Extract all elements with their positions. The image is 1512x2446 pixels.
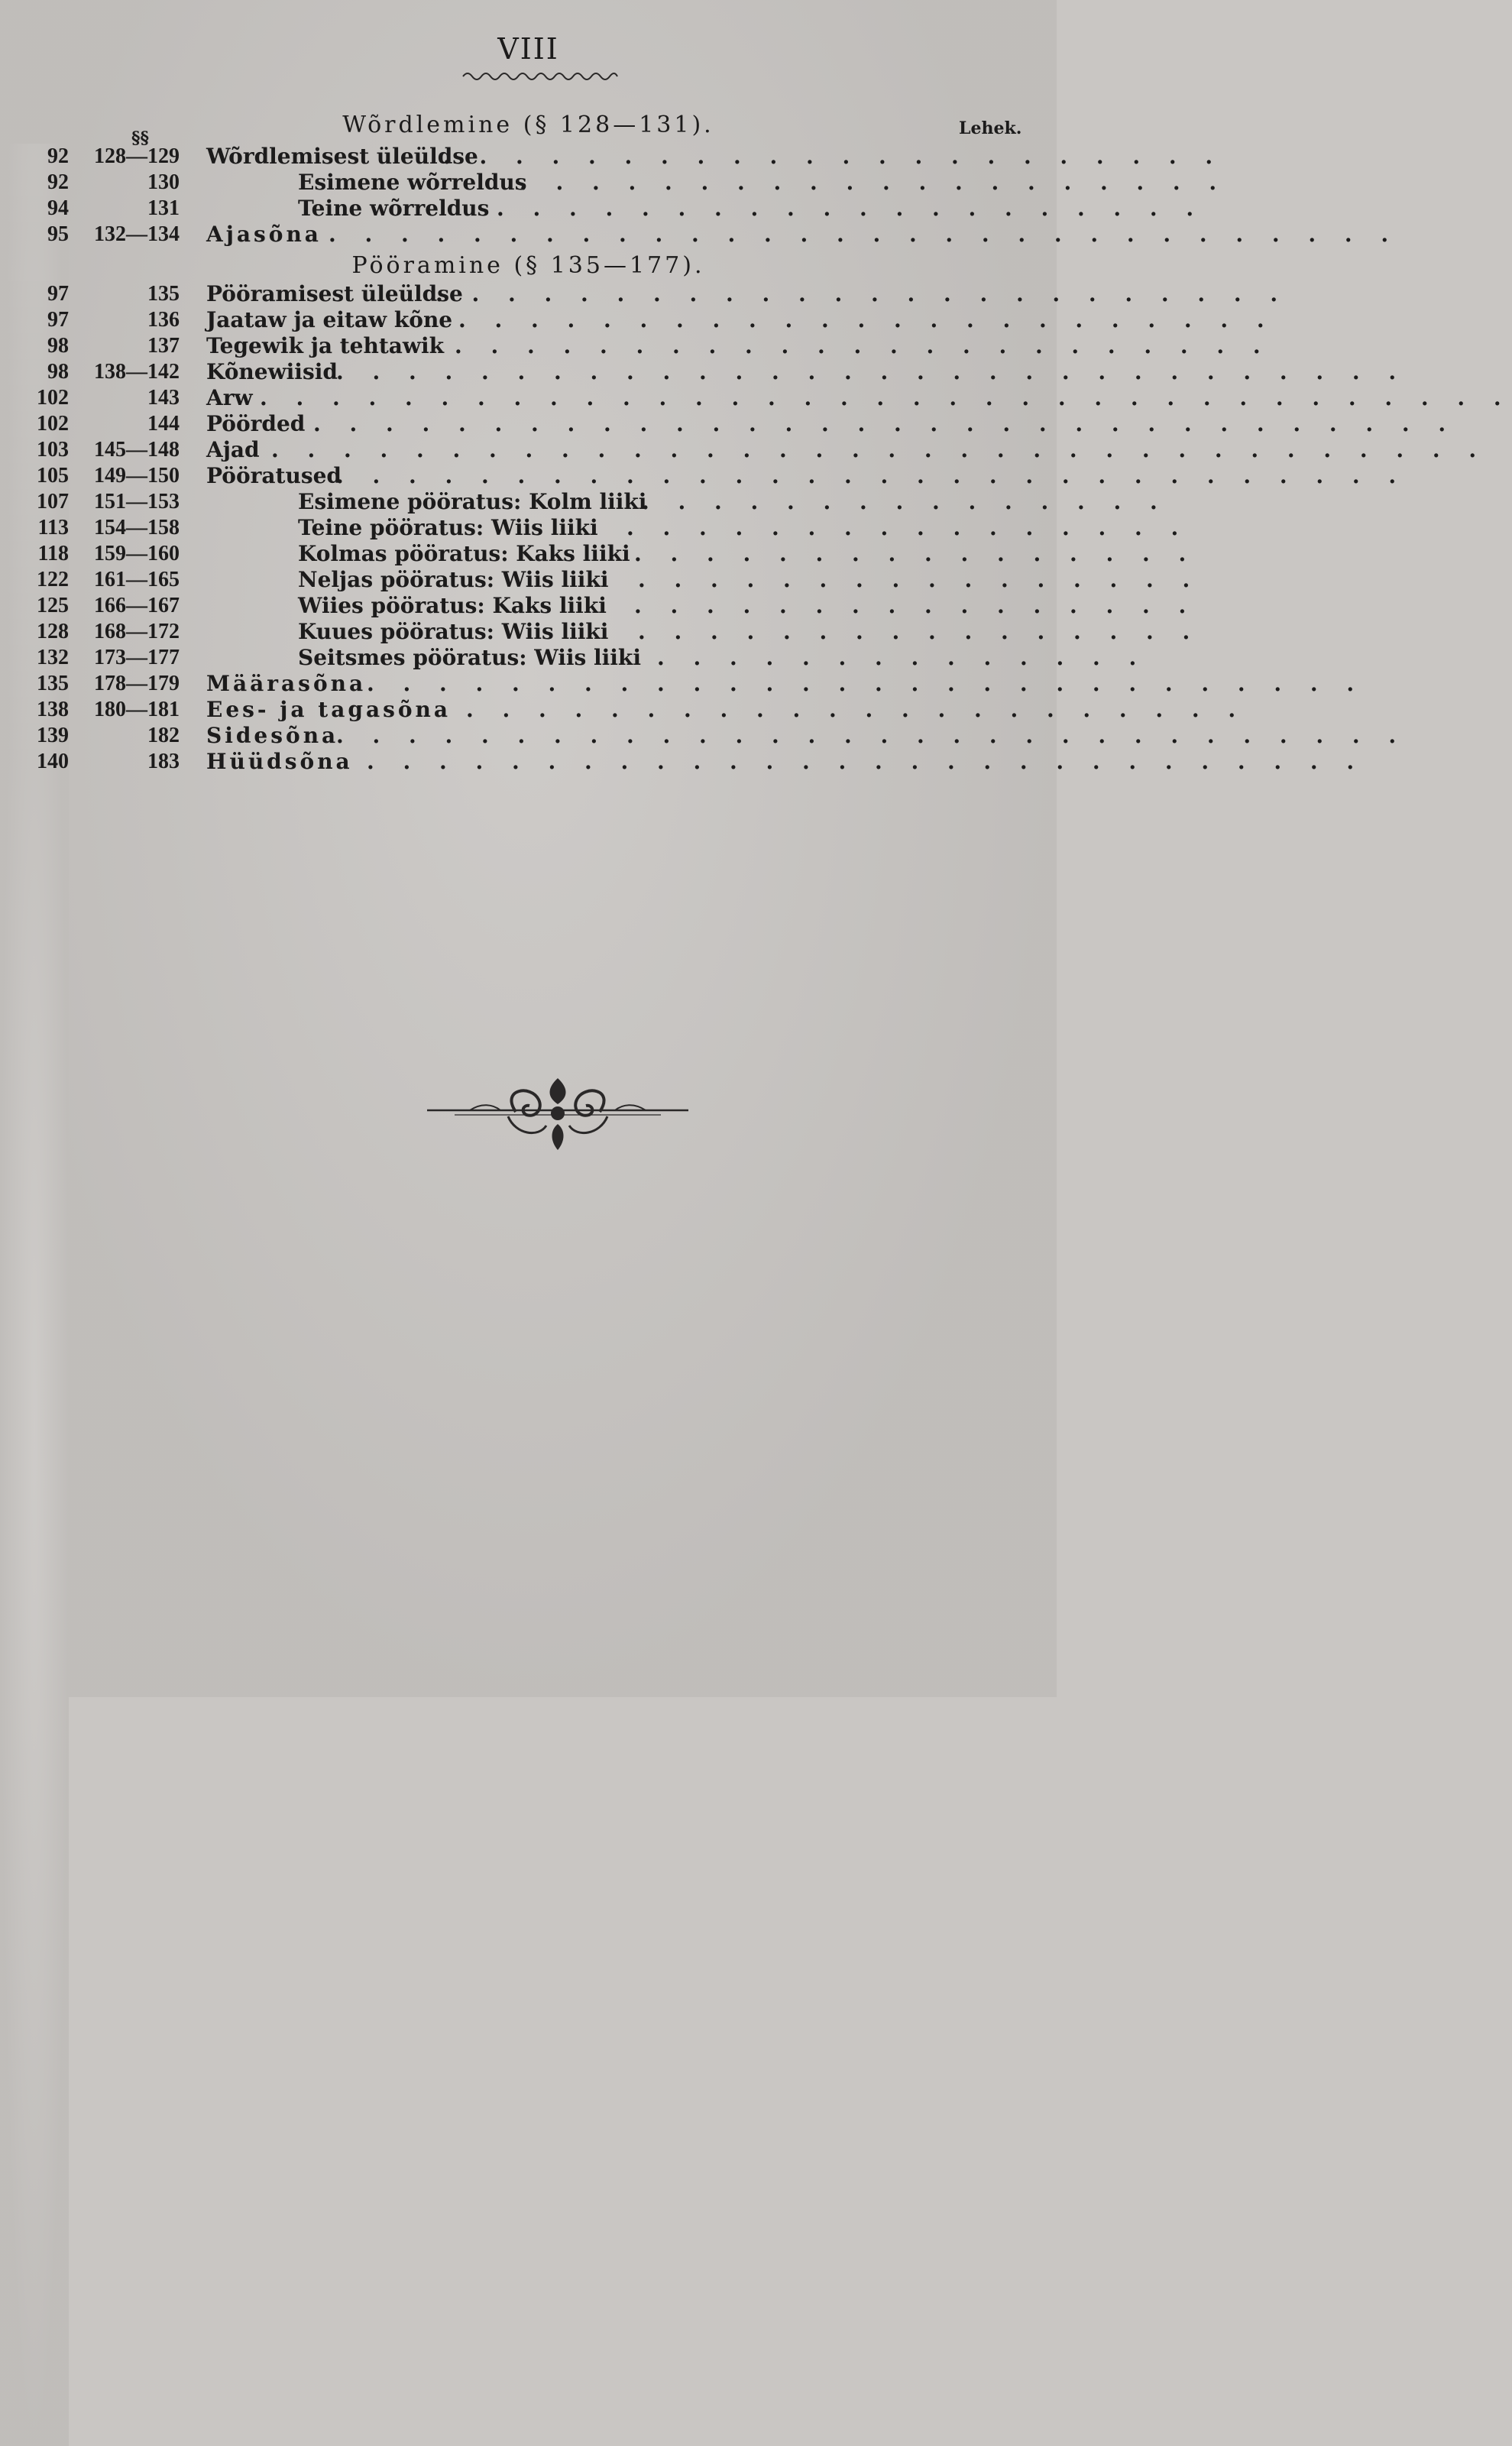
toc-page-number: 105 bbox=[0, 463, 69, 2160]
section-title-comparison: Wõrdlemine (§ 128—131). bbox=[342, 112, 714, 138]
toc-row bbox=[0, 619, 1201, 645]
toc-page-number: 98 bbox=[0, 359, 69, 2056]
toc-entry-title: Wõrdlemisest üleüldse bbox=[206, 144, 478, 169]
toc-entry-title: Sidesõna bbox=[206, 723, 339, 748]
toc-entry-title: Pöörded bbox=[206, 411, 306, 436]
dot-leader: . . . . . . . . . . . . . . . . . . . . . . . . . . . . . . . . bbox=[313, 411, 1457, 436]
toc-row bbox=[0, 196, 1205, 222]
toc-page-number: 94 bbox=[0, 196, 69, 1893]
toc-paragraph-range: 128—129 bbox=[94, 144, 180, 168]
toc-row bbox=[0, 671, 1365, 697]
toc-page-number: 140 bbox=[0, 749, 69, 2446]
dot-leader: . . . . . . . . . . . . . . . . . . . . . . . . . . . . . . . . . . . bbox=[260, 385, 1512, 410]
toc-entry-title: Määrasõna bbox=[206, 671, 367, 696]
dot-leader: . . . . . . . . . . . . . . . . . . . . . . bbox=[443, 144, 1224, 169]
dot-leader: . . . . . . . . . . . . . . . . bbox=[626, 515, 1190, 540]
toc-page-number: 113 bbox=[0, 515, 69, 2212]
paragraph-column-header: §§ bbox=[131, 128, 150, 148]
dot-leader: . . . . . . . . . . . . . . . . . . . . . . bbox=[466, 697, 1247, 722]
dot-leader: . . . . . . . . . . . . . . . . . . . . . . . . . . . . bbox=[367, 749, 1365, 774]
toc-paragraph-range: 154—158 bbox=[94, 516, 180, 539]
dot-leader: . . . . . . . . . . . . . . . . . . . . . . . bbox=[455, 333, 1271, 358]
toc-paragraph-range: 161—165 bbox=[94, 568, 180, 591]
toc-row bbox=[0, 222, 1400, 248]
toc-row bbox=[0, 463, 1407, 489]
dot-leader: . . . . . . . . . . . . . . . . bbox=[638, 619, 1201, 644]
dot-leader: . . . . . . . . . . . . . . . . . . . . . . . . . . . . . . bbox=[336, 359, 1407, 384]
toc-page-number: 135 bbox=[0, 671, 69, 2368]
toc-row bbox=[0, 359, 1407, 385]
dot-leader: . . . . . . . . . . . . . . . . bbox=[634, 541, 1197, 566]
toc-entry-title: Ajad bbox=[206, 437, 260, 462]
toc-row bbox=[0, 411, 1457, 437]
toc-entry-title: Hüüdsõna bbox=[206, 749, 353, 774]
toc-paragraph-range: 180—181 bbox=[94, 698, 180, 721]
toc-entry-title: Seitsmes pööratus: Wiis liiki bbox=[298, 645, 641, 670]
toc-paragraph-range: 182 bbox=[147, 724, 180, 747]
toc-page-number: 98 bbox=[0, 333, 69, 2030]
toc-page-number: 107 bbox=[0, 489, 69, 2186]
toc-paragraph-range: 173—177 bbox=[94, 646, 180, 669]
toc-entry-title: Kõnewiisid bbox=[206, 359, 338, 384]
toc-entry-title: Arw bbox=[206, 385, 253, 410]
dot-leader: . . . . . . . . . . . . . . . . bbox=[634, 593, 1197, 618]
toc-paragraph-range: 130 bbox=[147, 170, 180, 194]
toc-row bbox=[0, 697, 1247, 723]
toc-row bbox=[0, 437, 1488, 463]
toc-paragraph-range: 168—172 bbox=[94, 620, 180, 643]
toc-paragraph-range: 131 bbox=[147, 196, 180, 220]
toc-paragraph-range: 178—179 bbox=[94, 672, 180, 695]
toc-page-number: 118 bbox=[0, 541, 69, 2238]
toc-page-number: 139 bbox=[0, 723, 69, 2420]
page-column-header: Lehek. bbox=[959, 118, 1022, 138]
toc-page-number: 102 bbox=[0, 411, 69, 2108]
toc-entry-title: Kolmas pööratus: Kaks liiki bbox=[298, 541, 630, 566]
dot-leader: . . . . . . . . . . . . . . . . . . . . . . . . . . . . bbox=[367, 671, 1365, 696]
toc-row bbox=[0, 144, 1224, 170]
toc-page-number: 125 bbox=[0, 593, 69, 2290]
wavy-rule-ornament bbox=[461, 67, 619, 83]
toc-paragraph-range: 137 bbox=[147, 334, 180, 358]
dot-leader: . . . . . . . . . . . . . . bbox=[657, 645, 1148, 670]
dot-leader: . . . . . . . . . . . . . . . . . . . . . . . bbox=[458, 307, 1275, 332]
toc-page-number: 128 bbox=[0, 619, 69, 2316]
toc-entry-title: Teine wõrreldus bbox=[298, 196, 490, 221]
toc-paragraph-range: 159—160 bbox=[94, 542, 180, 565]
dot-leader: . . . . . . . . . . . . . . . . . . . . . . . . . . . . . . . . . . bbox=[271, 437, 1488, 462]
toc-page-number: 122 bbox=[0, 567, 69, 2264]
toc-paragraph-range: 144 bbox=[147, 412, 180, 436]
toc-entry-title: Jaataw ja eitaw kõne bbox=[206, 307, 453, 332]
toc-page-number: 95 bbox=[0, 222, 69, 1919]
toc-entry-title: Esimene pööratus: Kolm liiki bbox=[298, 489, 647, 514]
dot-leader: . . . . . . . . . . . . . . . . . . . . . . . . . . . . . . bbox=[336, 723, 1407, 748]
toc-entry-title: Esimene wõrreldus bbox=[298, 170, 527, 195]
toc-entry-title: Ees- ja tagasõna bbox=[206, 697, 452, 722]
toc-page-number: 103 bbox=[0, 437, 69, 2134]
toc-page-number: 132 bbox=[0, 645, 69, 2342]
toc-paragraph-range: 135 bbox=[147, 282, 180, 306]
dot-leader: . . . . . . . . . . . . . . . . . . . . bbox=[520, 170, 1228, 195]
toc-paragraph-range: 149—150 bbox=[94, 464, 180, 488]
page-number: VIII bbox=[497, 32, 559, 66]
toc-entry-title: Tegewik ja tehtawik bbox=[206, 333, 445, 358]
toc-page-number: 138 bbox=[0, 697, 69, 2394]
toc-paragraph-range: 183 bbox=[147, 750, 180, 773]
toc-entry-title: Pööramisest üleüldse bbox=[206, 281, 463, 306]
dot-leader: . . . . . . . . . . . . . . . . . . . . . . . . . . . . . . bbox=[336, 463, 1407, 488]
toc-paragraph-range: 166—167 bbox=[94, 594, 180, 617]
toc-entry-title: Pööratused bbox=[206, 463, 342, 488]
toc-page-number: 97 bbox=[0, 307, 69, 2004]
dot-leader: . . . . . . . . . . . . . . . . . . . . . . . . bbox=[435, 281, 1289, 306]
toc-row bbox=[0, 307, 1275, 333]
dot-leader: . . . . . . . . . . . . . . . bbox=[642, 489, 1168, 514]
toc-row bbox=[0, 593, 1197, 619]
toc-paragraph-range: 151—153 bbox=[94, 490, 180, 513]
toc-entry-title: Teine pööratus: Wiis liiki bbox=[298, 515, 598, 540]
toc-entry-title: Wiies pööratus: Kaks liiki bbox=[298, 593, 607, 618]
toc-row bbox=[0, 333, 1271, 359]
toc-entry-title: Neljas pööratus: Wiis liiki bbox=[298, 567, 609, 592]
toc-page-number: 102 bbox=[0, 385, 69, 2082]
dot-leader: . . . . . . . . . . . . . . . . . . . . . . . . . . . . . . bbox=[329, 222, 1400, 247]
toc-row bbox=[0, 723, 1407, 749]
section-title-conjugation: Pööramine (§ 135—177). bbox=[351, 252, 705, 279]
toc-page-number: 92 bbox=[0, 170, 69, 1867]
toc-paragraph-range: 145—148 bbox=[94, 438, 180, 462]
decorative-vignette-ornament bbox=[424, 1074, 691, 1158]
toc-row bbox=[0, 385, 1512, 411]
toc-paragraph-range: 138—142 bbox=[94, 360, 180, 384]
dot-leader: . . . . . . . . . . . . . . . . . . . . bbox=[497, 196, 1205, 221]
toc-row bbox=[0, 170, 1228, 196]
toc-entry-title: Ajasõna bbox=[206, 222, 322, 247]
toc-row bbox=[0, 749, 1365, 775]
toc-page-number: 97 bbox=[0, 281, 69, 1978]
dot-leader: . . . . . . . . . . . . . . . . bbox=[638, 567, 1201, 592]
toc-entry-title: Kuues pööratus: Wiis liiki bbox=[298, 619, 609, 644]
toc-row bbox=[0, 281, 1289, 307]
toc-row bbox=[0, 541, 1197, 567]
toc-row bbox=[0, 489, 1168, 515]
toc-row bbox=[0, 515, 1190, 541]
toc-page-number: 92 bbox=[0, 144, 69, 1841]
toc-row bbox=[0, 645, 1148, 671]
toc-row bbox=[0, 567, 1201, 593]
toc-paragraph-range: 136 bbox=[147, 308, 180, 332]
toc-paragraph-range: 143 bbox=[147, 386, 180, 410]
toc-paragraph-range: 132—134 bbox=[94, 222, 180, 246]
